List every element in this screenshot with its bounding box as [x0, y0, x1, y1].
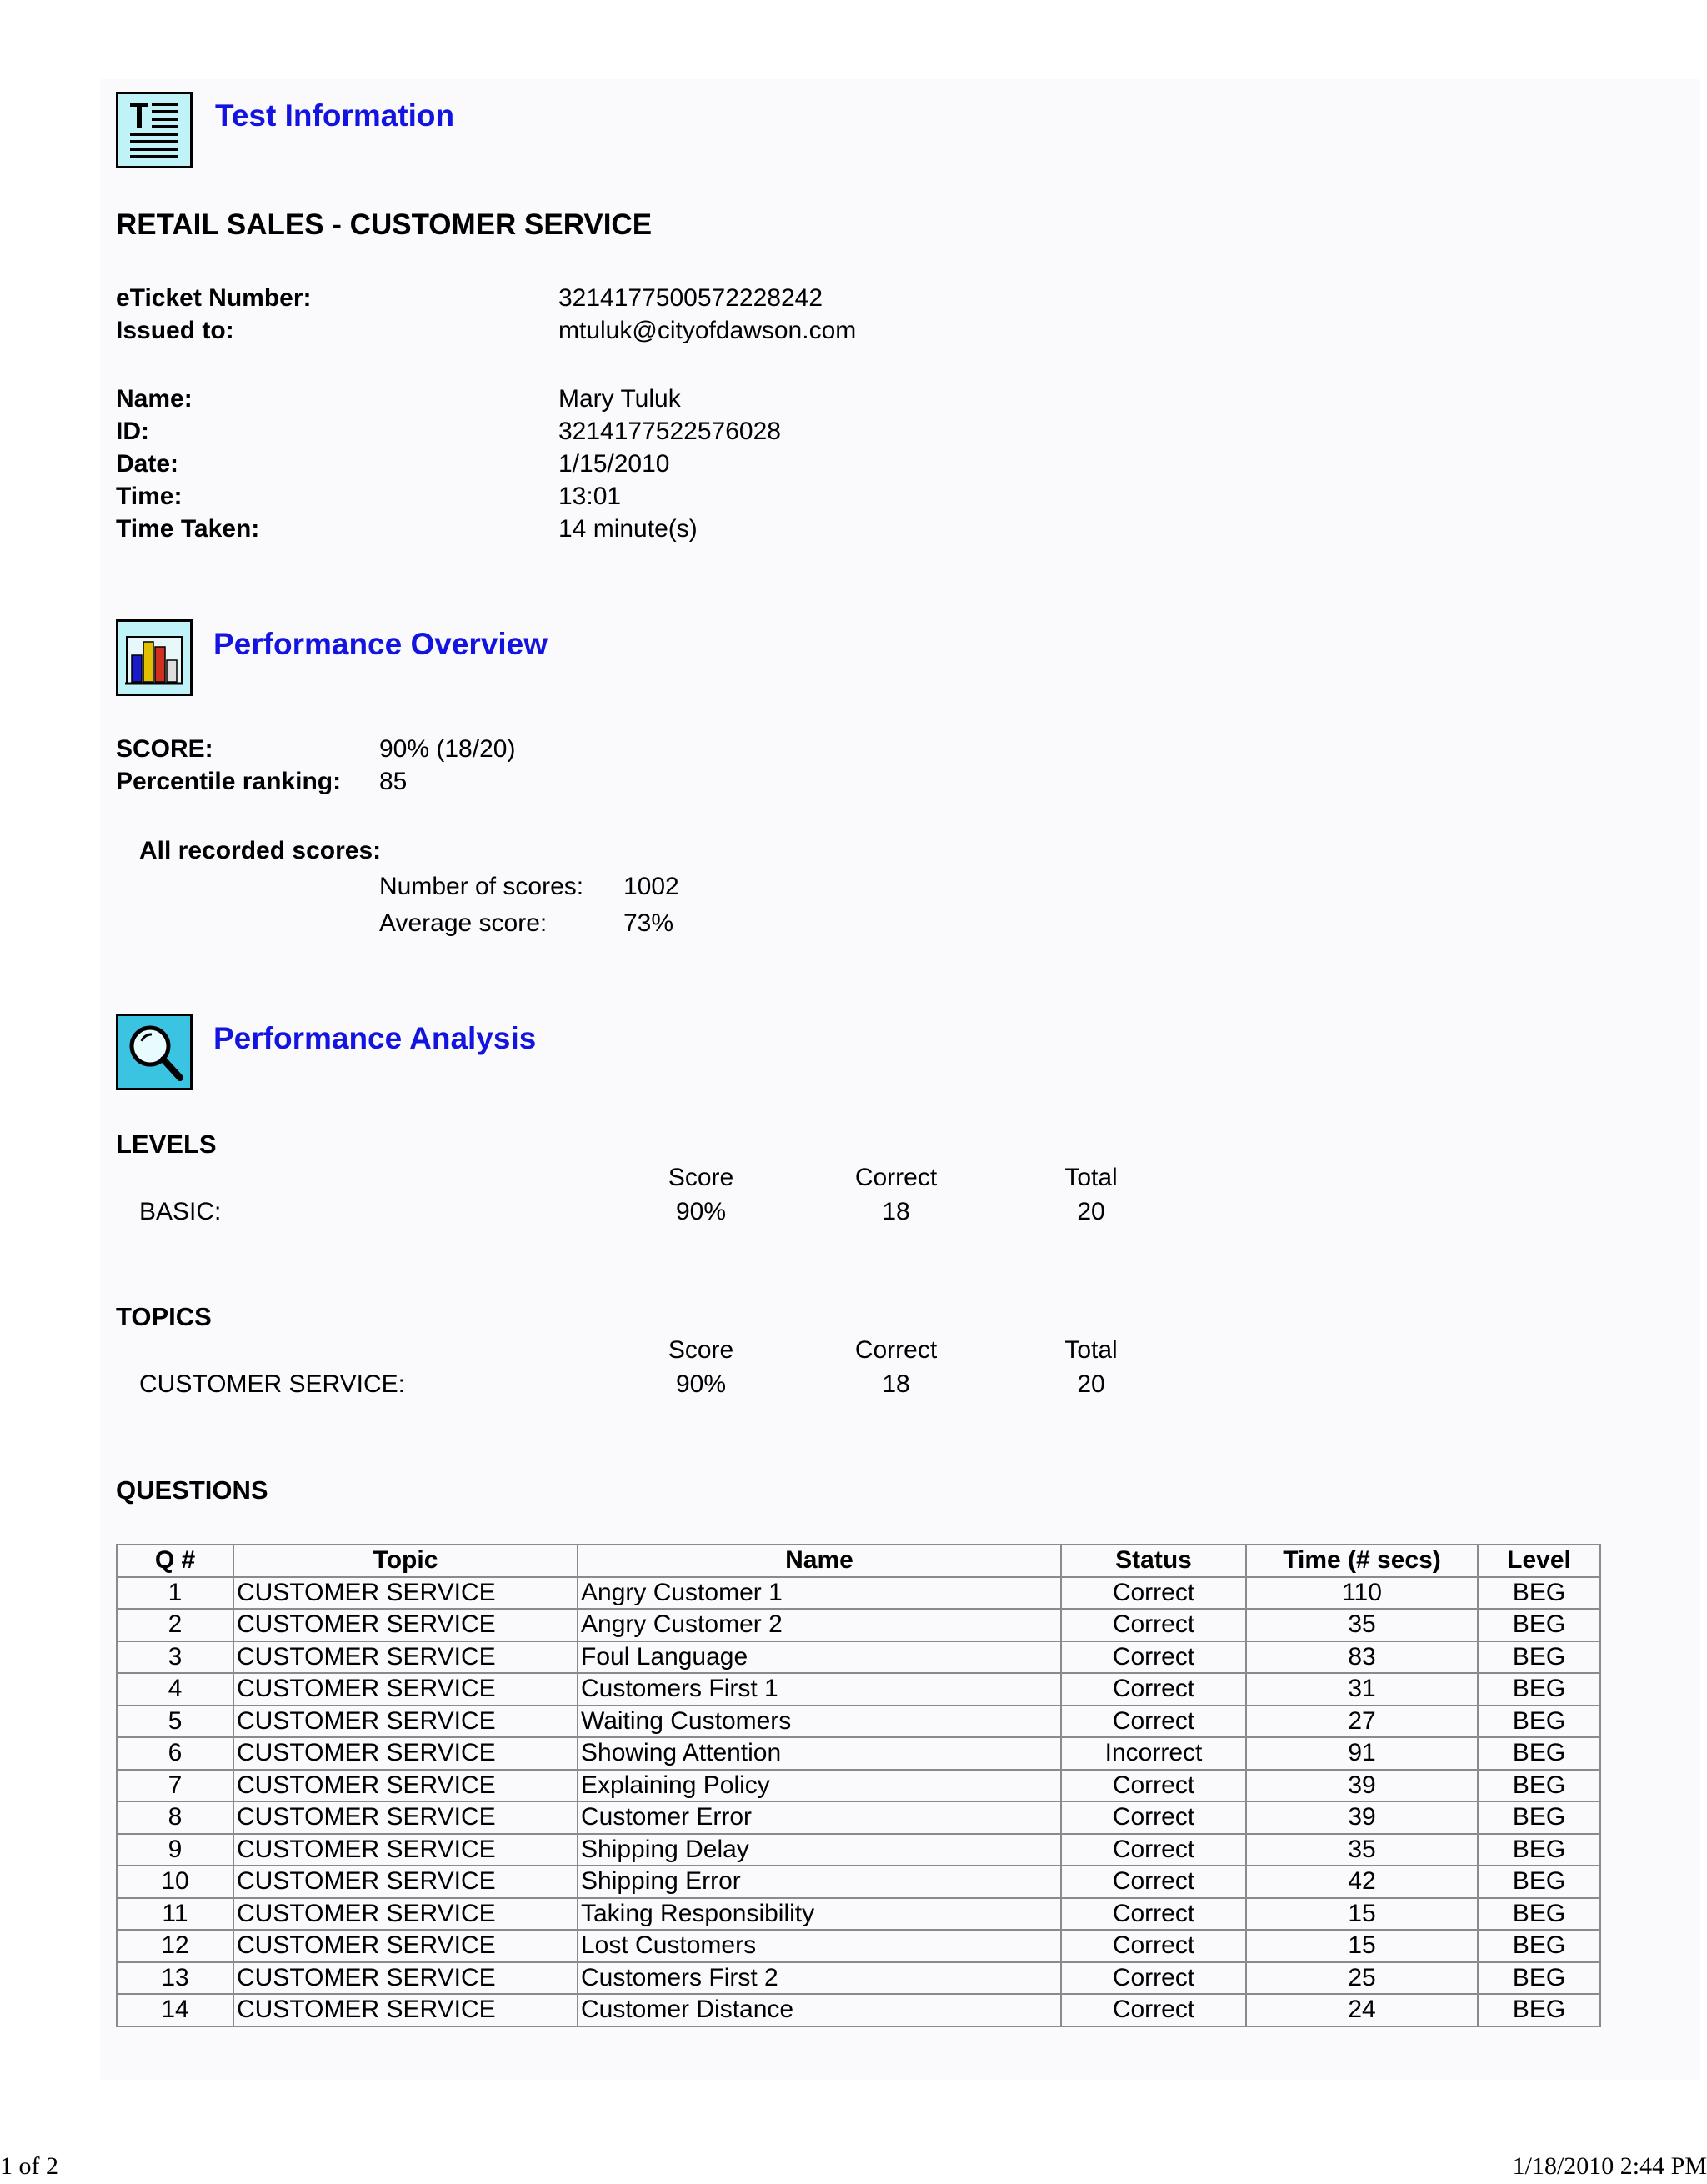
- field-value: mtuluk@cityofdawson.com: [558, 317, 857, 344]
- cell-time: 15: [1246, 1898, 1478, 1931]
- questions-header-row: [117, 1545, 1600, 1577]
- cell-status: Correct: [1061, 1962, 1246, 1995]
- cell-time: 42: [1246, 1866, 1478, 1898]
- table-row: [117, 1898, 1600, 1931]
- cell-q-number: 11: [117, 1898, 233, 1931]
- questions-heading: QUESTIONS: [116, 1475, 268, 1505]
- cell-time: 83: [1246, 1641, 1478, 1674]
- cell-topic: CUSTOMER SERVICE: [233, 1866, 578, 1898]
- cell-topic: CUSTOMER SERVICE: [233, 1641, 578, 1674]
- cell-q-number: 12: [117, 1930, 233, 1962]
- cell-level: BEG: [1478, 1801, 1600, 1834]
- cell-q-number: 6: [117, 1737, 233, 1770]
- column-header-level: Level: [1478, 1545, 1600, 1577]
- topics-customer-service-correct: 18: [882, 1370, 910, 1398]
- cell-time: 39: [1246, 1770, 1478, 1802]
- levels-basic-correct: 18: [882, 1198, 910, 1225]
- cell-name: Taking Responsibility: [578, 1898, 1061, 1931]
- cell-topic: CUSTOMER SERVICE: [233, 1994, 578, 2026]
- field-label: Time Taken:: [116, 515, 260, 543]
- cell-status: Correct: [1061, 1898, 1246, 1931]
- cell-level: BEG: [1478, 1609, 1600, 1641]
- cell-name: Angry Customer 2: [578, 1609, 1061, 1641]
- cell-time: 110: [1246, 1577, 1478, 1610]
- cell-level: BEG: [1478, 1641, 1600, 1674]
- cell-level: BEG: [1478, 1673, 1600, 1706]
- topics-correct-header: Correct: [854, 1336, 938, 1364]
- number-of-scores-label: Number of scores:: [379, 873, 584, 900]
- cell-status: Correct: [1061, 1706, 1246, 1738]
- performance-overview-title: Performance Overview: [213, 627, 548, 661]
- cell-status: Correct: [1061, 1834, 1246, 1866]
- table-row: [117, 1737, 1600, 1770]
- cell-topic: CUSTOMER SERVICE: [233, 1834, 578, 1866]
- cell-status: Correct: [1061, 1609, 1246, 1641]
- cell-time: 31: [1246, 1673, 1478, 1706]
- cell-name: Shipping Delay: [578, 1834, 1061, 1866]
- cell-time: 91: [1246, 1737, 1478, 1770]
- field-value: 13:01: [558, 483, 622, 510]
- cell-name: Angry Customer 1: [578, 1577, 1061, 1610]
- field-label: ID:: [116, 418, 149, 445]
- table-row: [117, 1930, 1600, 1962]
- cell-status: Correct: [1061, 1673, 1246, 1706]
- table-row: [117, 1962, 1600, 1995]
- topics-total-header: Total: [1064, 1336, 1118, 1364]
- cell-level: BEG: [1478, 1737, 1600, 1770]
- cell-topic: CUSTOMER SERVICE: [233, 1770, 578, 1802]
- cell-status: Correct: [1061, 1641, 1246, 1674]
- cell-time: 35: [1246, 1834, 1478, 1866]
- table-row: [117, 1770, 1600, 1802]
- cell-name: Foul Language: [578, 1641, 1061, 1674]
- performance-analysis-title: Performance Analysis: [213, 1021, 537, 1055]
- cell-level: BEG: [1478, 1994, 1600, 2026]
- levels-total-header: Total: [1064, 1164, 1118, 1191]
- column-header-q-number: Q #: [117, 1545, 233, 1577]
- test-title: RETAIL SALES - CUSTOMER SERVICE: [116, 208, 653, 241]
- cell-status: Correct: [1061, 1801, 1246, 1834]
- field-label: Time:: [116, 483, 183, 510]
- cell-q-number: 5: [117, 1706, 233, 1738]
- average-score-label: Average score:: [379, 909, 548, 937]
- cell-level: BEG: [1478, 1930, 1600, 1962]
- table-row: [117, 1609, 1600, 1641]
- cell-topic: CUSTOMER SERVICE: [233, 1577, 578, 1610]
- table-row: [117, 1641, 1600, 1674]
- topics-customer-service-total: 20: [1077, 1370, 1105, 1398]
- cell-name: Explaining Policy: [578, 1770, 1061, 1802]
- cell-time: 39: [1246, 1801, 1478, 1834]
- cell-q-number: 7: [117, 1770, 233, 1802]
- table-row: [117, 1801, 1600, 1834]
- cell-time: 15: [1246, 1930, 1478, 1962]
- questions-table: [116, 1544, 1601, 2027]
- table-row: [117, 1866, 1600, 1898]
- cell-name: Customer Distance: [578, 1994, 1061, 2026]
- cell-topic: CUSTOMER SERVICE: [233, 1962, 578, 1995]
- cell-q-number: 10: [117, 1866, 233, 1898]
- field-label: eTicket Number:: [116, 284, 312, 312]
- field-value: 3214177500572228242: [558, 284, 823, 312]
- table-row: [117, 1706, 1600, 1738]
- cell-topic: CUSTOMER SERVICE: [233, 1706, 578, 1738]
- topics-score-header: Score: [668, 1336, 734, 1364]
- cell-q-number: 14: [117, 1994, 233, 2026]
- cell-topic: CUSTOMER SERVICE: [233, 1609, 578, 1641]
- levels-basic-total: 20: [1077, 1198, 1105, 1225]
- document-icon: [116, 92, 193, 168]
- field-value: Mary Tuluk: [558, 385, 681, 413]
- cell-q-number: 13: [117, 1962, 233, 1995]
- cell-topic: CUSTOMER SERVICE: [233, 1673, 578, 1706]
- cell-q-number: 3: [117, 1641, 233, 1674]
- field-label: Issued to:: [116, 317, 234, 344]
- cell-name: Customer Error: [578, 1801, 1061, 1834]
- cell-status: Correct: [1061, 1866, 1246, 1898]
- cell-level: BEG: [1478, 1962, 1600, 1995]
- number-of-scores-value: 1002: [623, 873, 679, 900]
- cell-time: 35: [1246, 1609, 1478, 1641]
- table-row: [117, 1673, 1600, 1706]
- cell-topic: CUSTOMER SERVICE: [233, 1898, 578, 1931]
- field-label: Name:: [116, 385, 193, 413]
- column-header-name: Name: [578, 1545, 1061, 1577]
- cell-name: Lost Customers: [578, 1930, 1061, 1962]
- cell-topic: CUSTOMER SERVICE: [233, 1737, 578, 1770]
- cell-time: 24: [1246, 1994, 1478, 2026]
- test-information-title: Test Information: [215, 98, 455, 133]
- cell-status: Correct: [1061, 1930, 1246, 1962]
- cell-status: Correct: [1061, 1770, 1246, 1802]
- cell-q-number: 2: [117, 1609, 233, 1641]
- cell-level: BEG: [1478, 1577, 1600, 1610]
- cell-topic: CUSTOMER SERVICE: [233, 1801, 578, 1834]
- levels-basic-score: 90%: [675, 1198, 727, 1225]
- table-row: [117, 1834, 1600, 1866]
- print-timestamp: 1/18/2010 2:44 PM: [1512, 2152, 1707, 2180]
- cell-name: Shipping Error: [578, 1866, 1061, 1898]
- cell-name: Showing Attention: [578, 1737, 1061, 1770]
- cell-level: BEG: [1478, 1706, 1600, 1738]
- magnifier-icon: [116, 1014, 193, 1090]
- cell-q-number: 4: [117, 1673, 233, 1706]
- cell-status: Incorrect: [1061, 1737, 1246, 1770]
- cell-q-number: 8: [117, 1801, 233, 1834]
- average-score-value: 73%: [623, 909, 674, 937]
- score-label: SCORE:: [116, 735, 213, 763]
- levels-correct-header: Correct: [854, 1164, 938, 1191]
- percentile-value: 85: [379, 768, 408, 795]
- cell-time: 27: [1246, 1706, 1478, 1738]
- cell-q-number: 9: [117, 1834, 233, 1866]
- score-value: 90% (18/20): [379, 735, 516, 763]
- levels-score-header: Score: [668, 1164, 734, 1191]
- field-value: 14 minute(s): [558, 515, 698, 543]
- topics-customer-service-label: CUSTOMER SERVICE:: [139, 1370, 405, 1398]
- field-label: Date:: [116, 450, 179, 478]
- cell-topic: CUSTOMER SERVICE: [233, 1930, 578, 1962]
- cell-time: 25: [1246, 1962, 1478, 1995]
- column-header-status: Status: [1061, 1545, 1246, 1577]
- cell-level: BEG: [1478, 1834, 1600, 1866]
- table-row: [117, 1577, 1600, 1610]
- topics-customer-service-score: 90%: [675, 1370, 727, 1398]
- cell-status: Correct: [1061, 1994, 1246, 2026]
- topics-heading: TOPICS: [116, 1302, 212, 1331]
- column-header-topic: Topic: [233, 1545, 578, 1577]
- field-value: 1/15/2010: [558, 450, 670, 478]
- cell-status: Correct: [1061, 1577, 1246, 1610]
- cell-name: Waiting Customers: [578, 1706, 1061, 1738]
- column-header-time: Time (# secs): [1246, 1545, 1478, 1577]
- bar-chart-icon: [116, 619, 193, 696]
- field-value: 3214177522576028: [558, 418, 781, 445]
- levels-heading: LEVELS: [116, 1130, 217, 1159]
- cell-q-number: 1: [117, 1577, 233, 1610]
- table-row: [117, 1994, 1600, 2026]
- cell-level: BEG: [1478, 1770, 1600, 1802]
- cell-level: BEG: [1478, 1866, 1600, 1898]
- percentile-label: Percentile ranking:: [116, 768, 342, 795]
- cell-name: Customers First 2: [578, 1962, 1061, 1995]
- cell-name: Customers First 1: [578, 1673, 1061, 1706]
- all-scores-label: All recorded scores:: [139, 837, 382, 864]
- cell-level: BEG: [1478, 1898, 1600, 1931]
- page-number: 1 of 2: [0, 2152, 58, 2180]
- levels-basic-label: BASIC:: [139, 1198, 222, 1225]
